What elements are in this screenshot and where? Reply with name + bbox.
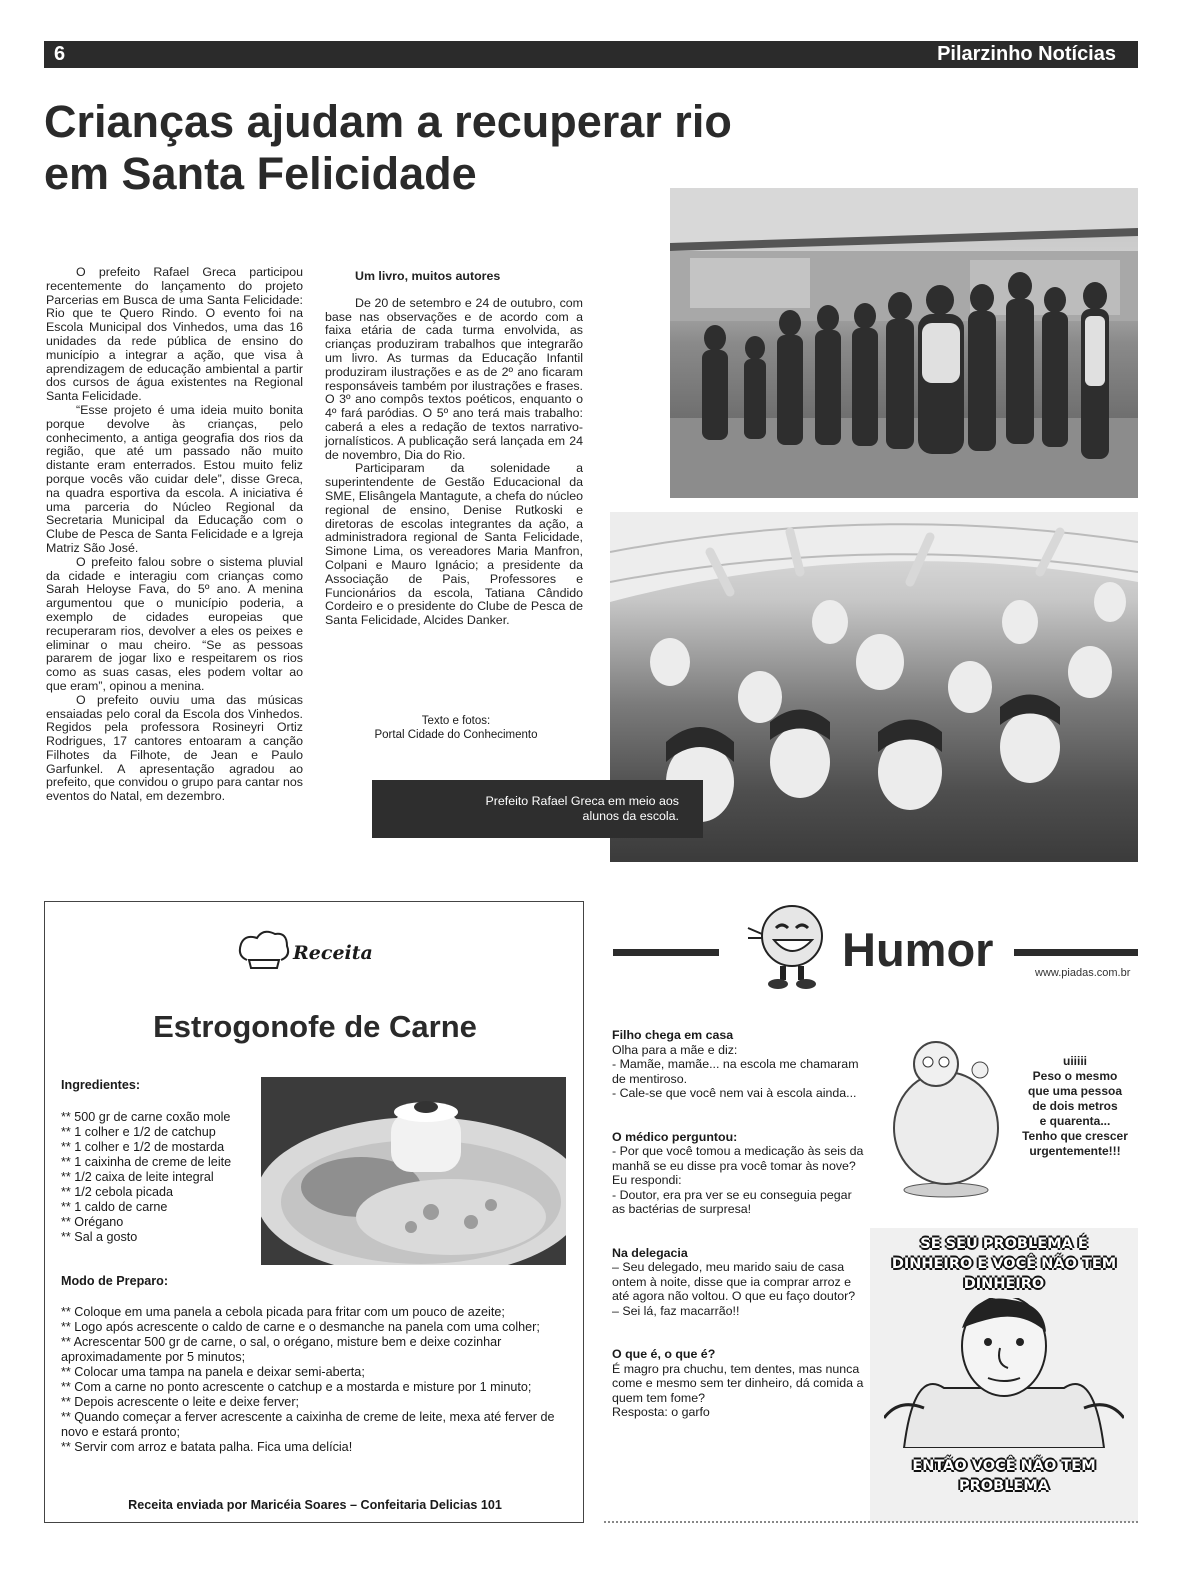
group-photo [670,188,1138,498]
list-item: ** Com a carne no ponto acrescente o catchup e a mostarda e misture por 1 minuto; [61,1380,532,1394]
ingredients-label: Ingredientes: [61,1078,141,1092]
shrug-cartoon-bottom-text [870,1456,1138,1496]
joke-line: – Sei lá, faz macarrão!! [612,1303,740,1318]
humor-title: Humor [842,923,994,976]
paragraph: De 20 de setembro e 24 de outubro, com base nas observações e de acordo com a faixa etária de cada turma envolvida, as crianças produziram trabalhos que integrarão um livro. As turmas da Educação Infantil produziram ilustrações e as de 2º ano ficaram responsáveis também por ilustrações e frases. O 3º ano compôs textos poéticos, enquanto o 4º fará paródias. O 5º ano terá mais trabalho: caberá a eles a redação de textos narrativo-jornalísticos. A publicação será lançada em 24 de novembro, Dia do Rio. [325,295,583,462]
list-item: ** 1 colher e 1/2 de catchup [61,1125,216,1139]
photo-caption [372,780,703,838]
headline-line-1: Crianças ajudam a recuperar rio [44,96,732,147]
humor-divider-left [613,949,719,956]
shrug-cartoon-top-text [870,1234,1138,1294]
cartoon-line: DINHEIRO [963,1276,1045,1292]
scale-cartoon-speech [1010,1054,1140,1159]
article-subhead: Um livro, muitos autores [355,269,501,283]
prep-label: Modo de Preparo: [61,1274,169,1288]
speech-line: uiiiii [1063,1054,1087,1068]
paragraph: Participaram da solenidade a superintendente de Gestão Educacional da SME, Elisângela Mantagute, a chefa do núcleo regional de ensino, Denise Rutkoski e diretoras de escolas integrantes da ação, a administradora regional de Santa Felicidade, Simone Lima, os vereadores Maria Manfron, Colpani e Mauro Ignácio; a presidente da Associação de Pais, Professores e Funcionários da escola, Tatiana Cândido Cordeiro e o presidente do Clube de Pesca de Santa Felicidade, Alcides Danker. [325,461,583,628]
joke-item [612,1347,868,1420]
list-item: ** Quando começar a ferver acrescente a caixinha de creme de leite, mexa até ferver de novo e estará pronto; [61,1410,555,1439]
humor-source-link: www.piadas.com.br [1035,967,1131,979]
list-item: ** Colocar uma tampa na panela e deixar semi-aberta; [61,1365,365,1379]
joke-title: Filho chega em casa [612,1028,734,1042]
speech-line: que uma pessoa [1027,1084,1123,1098]
credit-line: Texto e fotos: [421,715,491,727]
credit-line: Portal Cidade do Conhecimento [374,729,538,741]
group-photo-illustration [670,188,1138,498]
chef-hat-icon [235,926,295,976]
joke-line: Olha para a mãe e diz: [612,1042,738,1057]
list-item: ** Sal a gosto [61,1230,138,1244]
joke-item [612,1246,868,1319]
joke-title: O médico perguntou: [612,1129,738,1144]
page-header [44,41,1138,68]
article-headline [44,96,844,200]
caption-line: alunos da escola. [582,809,679,823]
prep-list [61,1305,571,1455]
cartoon-line: DINHEIRO E VOCÊ NÃO TEM [891,1256,1117,1272]
article-column-1 [46,266,303,804]
speech-line: e quarenta... [1039,1114,1111,1128]
list-item: ** Servir com arroz e batata palha. Fica uma delícia! [61,1440,353,1454]
speech-line: Tenho que crescer [1022,1129,1128,1143]
paragraph: O prefeito falou sobre o sistema pluvial da cidade e interagiu com crianças como Sarah Heloyse Fava, do 5º ano. A menina argumentou que o município poderia, a exemplo de cidades europeias que recuperaram rios, devolver a eles os peixes e eliminar o mau cheiro. “Se as pessoas pararem de jogar lixo e respeitarem os rios como as suas casas, eles podem voltar ao que eram”, opinou a menina. [46,554,303,693]
paragraph: “Esse projeto é uma ideia muito bonita porque devolve às crianças, pelo conhecimento, a antiga geografia dos rios da região, que até um passado não muito distante eram enterrados. Estou muito feliz porque vocês vão cuidar dele”, disse Greca, na quadra esportiva da escola. A iniciativa é uma parceria do Núcleo Regional da Secretaria Municipal da Educação com o Clube de Pesca de Santa Felicidade e a Igreja Matriz São José. [46,402,303,555]
cartoon-line: PROBLEMA [959,1478,1049,1494]
joke-line: Eu respondi: [612,1173,682,1187]
list-item: ** Acrescentar 500 gr de carne, o sal, o orégano, misture bem e deixe cozinhar aproximadamente por 5 minutos; [61,1335,502,1364]
joke-title: Na delegacia [612,1245,688,1260]
caption-line: Prefeito Rafael Greca em meio aos [485,794,679,808]
stroganoff-plate-illustration [261,1077,566,1265]
article-column-2 [325,270,583,628]
list-item: ** Logo após acrescente o caldo de carne e o desmanche na panela com uma colher; [61,1320,540,1334]
joke-line: - Doutor, era pra ver se eu conseguia pegar as bactérias de surpresa! [612,1187,852,1216]
joke-item [612,1130,868,1217]
list-item: ** 1/2 cebola picada [61,1185,174,1199]
recipe-logo-text: Receita [293,942,373,964]
cartoon-line: ENTÃO VOCÊ NÃO TEM [912,1458,1096,1474]
ingredients-list [61,1110,231,1245]
photo-credit [325,714,587,742]
recipe-logo [235,926,405,976]
joke-line: - Cale-se que você nem vai à escola ainda... [612,1086,857,1100]
joke-line: – Seu delegado, meu marido saiu de casa ontem à noite, disse que ia comprar arroz e até agora não voltou. O que eu faço doutor? [612,1260,856,1303]
shrug-cartoon [870,1228,1138,1522]
cartoon-line: SE SEU PROBLEMA É [920,1236,1088,1252]
list-item: ** 1 caixinha de creme de leite [61,1155,232,1169]
list-item: ** 500 gr de carne coxão mole [61,1110,231,1124]
humor-divider-right [1014,949,1138,956]
joke-line: - Por que você tomou a medicação às seis da manhã se eu disse pra você tomar às nove? [612,1144,864,1173]
joke-title: O que é, o que é? [612,1347,716,1361]
section-divider [604,1521,1138,1523]
speech-line: de dois metros [1032,1099,1118,1113]
list-item: ** 1/2 caixa de leite integral [61,1170,214,1184]
list-item: ** 1 caldo de carne [61,1200,168,1214]
headline-line-2: em Santa Felicidade [44,148,477,199]
publication-name: Pilarzinho Notícias [937,43,1116,65]
recipe-credit: Receita enviada por Maricéia Soares – Confeitaria Delicias 101 [128,1498,502,1512]
paragraph: O prefeito Rafael Greca participou recentemente do lançamento do projeto Parcerias em Busca de uma Santa Felicidade: Rio que te Quero Rindo. O evento foi na Escola Municipal dos Vinhedos, uma das 16 unidades da rede pública de ensino do município a integrar a ação, que visa à aprendizagem de educação ambiental a partir dos cursos de água existentes na Regional Santa Felicidade. [46,265,303,404]
scale-cartoon [884,1040,1138,1198]
speech-line: urgentemente!!! [1029,1144,1121,1158]
recipe-photo [261,1077,566,1265]
list-item: ** 1 colher e 1/2 de mostarda [61,1140,225,1154]
joke-item [612,1028,868,1101]
recipe-title: Estrogonofe de Carne [153,1009,477,1044]
paragraph: O prefeito ouviu uma das músicas ensaiadas pelo coral da Escola dos Vinhedos. Regidos pela professora Rosineyri Ortiz Rodrigues, 17 cantores entoaram a canção Filhotes da Filhote, de Jean e Paulo Garfunkel. A apresentação agradou ao prefeito, que convidou o grupo para cantar nos eventos do Natal, em dezembro. [46,692,303,804]
shrug-man-illustration [884,1298,1124,1448]
joke-line: É magro pra chuchu, tem dentes, mas nunca come e mesmo sem ter dinheiro, dá comida a quem tem fome? [612,1361,864,1405]
list-item: ** Depois acrescente o leite e deixe ferver; [61,1395,300,1409]
jokes-column [612,1028,868,1449]
page-number: 6 [54,43,66,65]
list-item: ** Coloque em uma panela a cebola picada para fritar com um pouco de azeite; [61,1305,505,1319]
joke-line: Resposta: o garfo [612,1405,710,1419]
joke-line: - Mamãe, mamãe... na escola me chamaram de mentiroso. [612,1057,859,1086]
speech-line: Peso o mesmo [1032,1069,1118,1083]
list-item: ** Orégano [61,1215,124,1229]
laughing-smiley-icon [740,898,840,994]
